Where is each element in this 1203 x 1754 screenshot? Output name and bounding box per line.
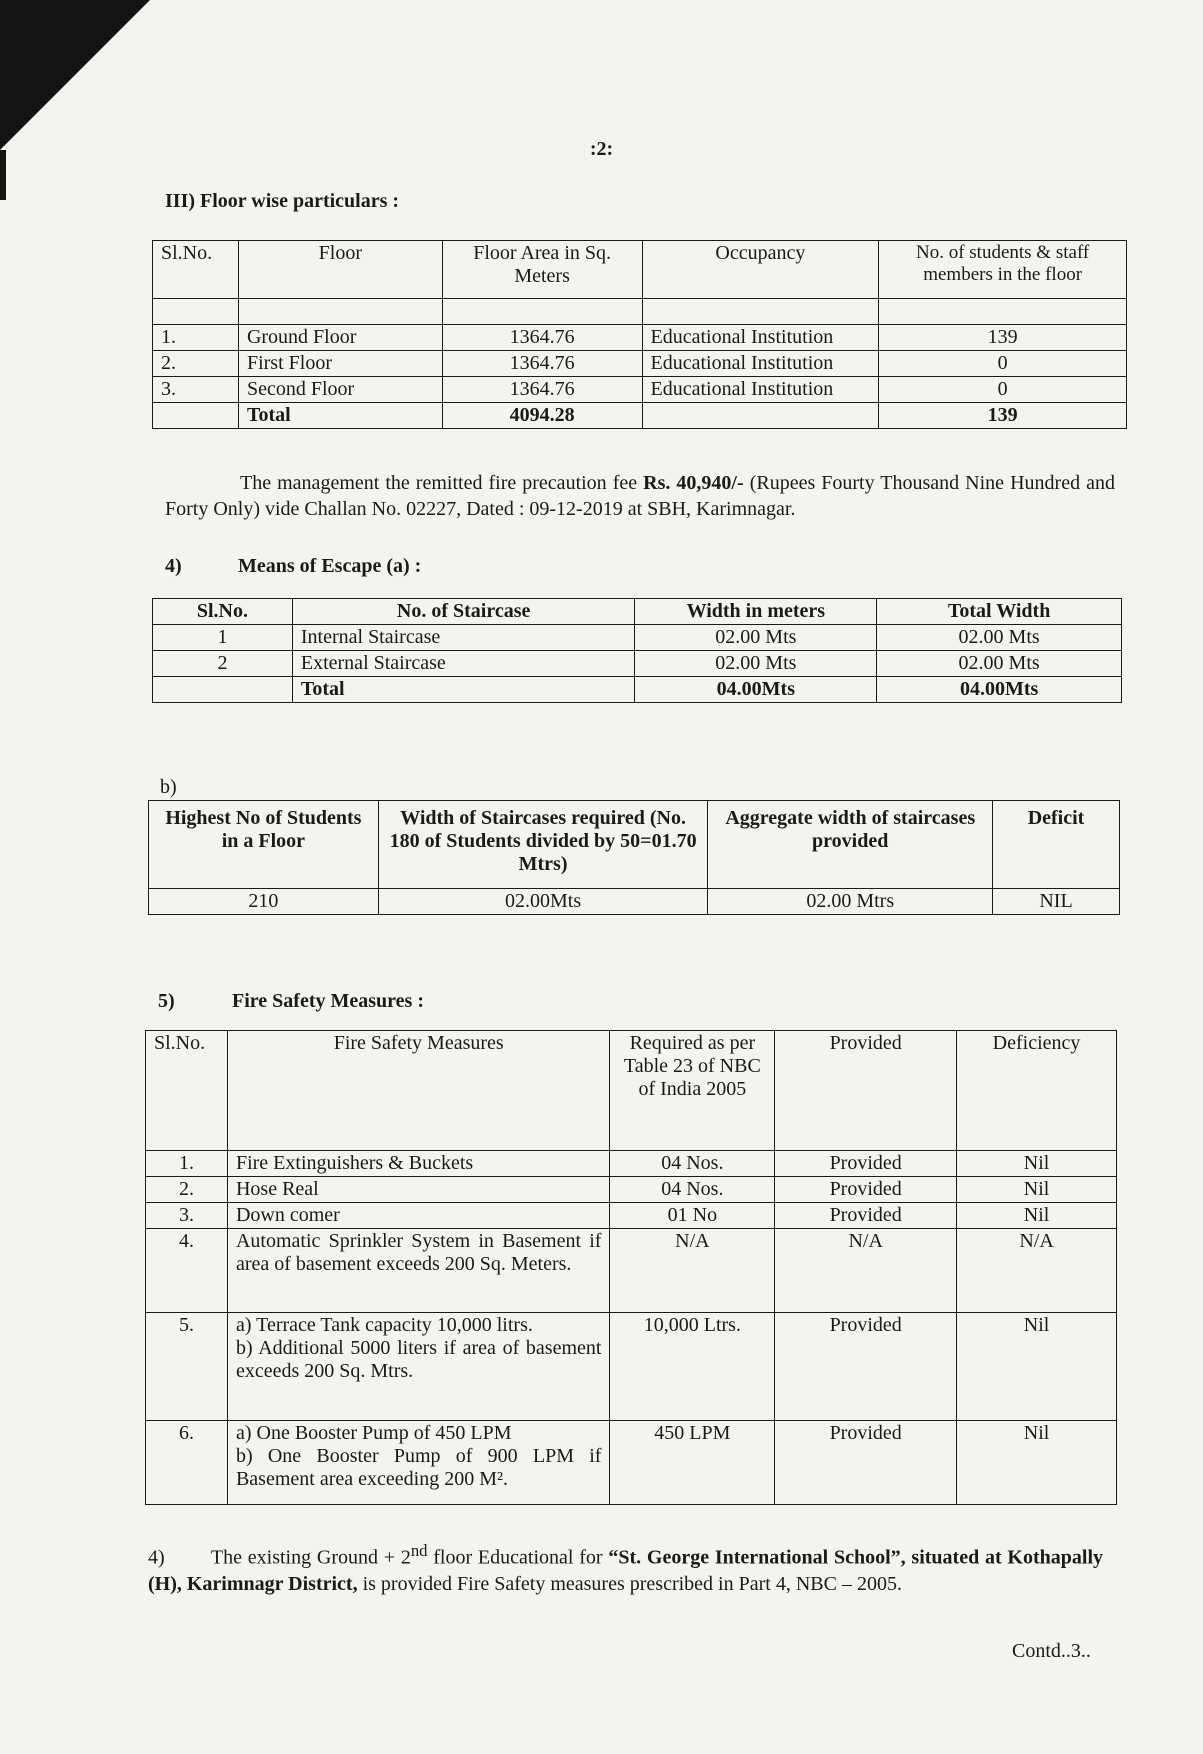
escape-heading: Means of Escape (a) :	[238, 555, 422, 577]
cell-occupancy: Educational Institution	[642, 325, 879, 351]
measure-line-b: b) Additional 5000 liters if area of basement exceeds 200 Sq. Mtrs.	[235, 1337, 602, 1382]
cell-floor: Ground Floor	[238, 325, 442, 351]
cell-deficiency: Nil	[957, 1151, 1117, 1177]
header-required: Required as per Table 23 of NBC of India 2005	[610, 1031, 775, 1151]
header-occupancy: Occupancy	[642, 241, 879, 299]
header-students: No. of students & staff members in the floor	[879, 241, 1127, 299]
cell-sl: 3.	[153, 377, 239, 403]
header-aggregate-width: Aggregate width of staircases provided	[708, 801, 993, 889]
cell-width: 02.00 Mts	[635, 625, 877, 651]
header-slno: Sl.No.	[146, 1031, 228, 1151]
cell-area: 1364.76	[442, 325, 642, 351]
fee-paragraph	[165, 470, 1115, 522]
cell-provided: N/A	[775, 1229, 957, 1313]
table-row	[146, 1203, 1117, 1229]
cell-sl: 4.	[146, 1229, 228, 1313]
cell-sl: 1.	[153, 325, 239, 351]
cell-sl: 2	[153, 651, 293, 677]
fire-table-header	[146, 1031, 1117, 1151]
cell-count: 0	[879, 351, 1127, 377]
total-count: 139	[879, 403, 1127, 429]
floor-heading: III) Floor wise particulars :	[165, 190, 400, 212]
cell-provided: Provided	[775, 1177, 957, 1203]
table-row	[153, 625, 1122, 651]
table-row	[146, 1229, 1117, 1313]
cell-measure: Down comer	[227, 1203, 609, 1229]
cell-total: 02.00 Mts	[877, 625, 1122, 651]
scan-shadow-corner	[0, 0, 150, 150]
cell-aggregate-width: 02.00 Mtrs	[708, 889, 993, 915]
header-provided: Provided	[775, 1031, 957, 1151]
cell-provided: Provided	[775, 1421, 957, 1505]
header-width: Width in meters	[635, 599, 877, 625]
cell-measure: Hose Real	[227, 1177, 609, 1203]
cell-area: 1364.76	[442, 351, 642, 377]
cell-provided: Provided	[775, 1203, 957, 1229]
cell-sl: 1	[153, 625, 293, 651]
header-deficiency: Deficiency	[957, 1031, 1117, 1151]
header-floor: Floor	[238, 241, 442, 299]
table-row	[153, 325, 1127, 351]
cell-area: 1364.76	[442, 377, 642, 403]
total-total: 04.00Mts	[877, 677, 1122, 703]
cell-deficit: NIL	[993, 889, 1120, 915]
table-total-row	[153, 677, 1122, 703]
header-width-required: Width of Staircases required (No. 180 of Students divided by 50=01.70 Mtrs)	[378, 801, 708, 889]
table-row	[146, 1151, 1117, 1177]
cell-measure: Fire Extinguishers & Buckets	[227, 1151, 609, 1177]
cell-required: 04 Nos.	[610, 1177, 775, 1203]
table-row	[146, 1313, 1117, 1421]
fire-number: 5)	[158, 990, 175, 1012]
cell-required: N/A	[610, 1229, 775, 1313]
header-total-width: Total Width	[877, 599, 1122, 625]
escape-table-header	[153, 599, 1122, 625]
cell-sl: 2.	[153, 351, 239, 377]
cell-sl: 1.	[146, 1151, 228, 1177]
header-deficit: Deficit	[993, 801, 1120, 889]
escape-b-label: b)	[160, 776, 177, 798]
cell-required: 450 LPM	[610, 1421, 775, 1505]
conclusion-sup: nd	[410, 1541, 428, 1560]
cell-total: 02.00 Mts	[877, 651, 1122, 677]
cell-deficiency: Nil	[957, 1203, 1117, 1229]
floor-table	[152, 240, 1127, 429]
table-row	[153, 651, 1122, 677]
header-slno: Sl.No.	[153, 241, 239, 299]
cell-floor: First Floor	[238, 351, 442, 377]
cell-deficiency: Nil	[957, 1313, 1117, 1421]
fire-heading: Fire Safety Measures :	[232, 990, 424, 1012]
fire-table	[145, 1030, 1117, 1505]
table-total-row	[153, 403, 1127, 429]
total-label: Total	[238, 403, 442, 429]
total-area: 4094.28	[442, 403, 642, 429]
measure-line-b: b) One Booster Pump of 900 LPM if Basement area exceeding 200 M².	[235, 1445, 602, 1490]
header-area: Floor Area in Sq. Meters	[442, 241, 642, 299]
table-row	[153, 351, 1127, 377]
floor-table-header	[153, 241, 1127, 299]
cell-occupancy: Educational Institution	[642, 351, 879, 377]
total-width: 04.00Mts	[635, 677, 877, 703]
total-label: Total	[292, 677, 635, 703]
header-measures: Fire Safety Measures	[227, 1031, 609, 1151]
table-row	[146, 1177, 1117, 1203]
conclusion-text-3: is provided Fire Safety measures prescribed in Part 4, NBC – 2005.	[357, 1572, 902, 1595]
cell-provided: Provided	[775, 1151, 957, 1177]
cell-floor: Second Floor	[238, 377, 442, 403]
escape-number: 4)	[165, 555, 182, 577]
cell-deficiency: N/A	[957, 1229, 1117, 1313]
cell-staircase: External Staircase	[292, 651, 635, 677]
fee-amount: Rs. 40,940/-	[643, 472, 744, 494]
page-number: :2:	[589, 138, 614, 160]
cell-measure: Automatic Sprinkler System in Basement if area of basement exceeds 200 Sq. Meters.	[227, 1229, 609, 1313]
cell-measure	[227, 1421, 609, 1505]
measure-line-a: a) Terrace Tank capacity 10,000 litrs.	[235, 1314, 533, 1336]
conclusion-school: “St. George International School”, situated at Kothapally (H), Karimnagr District,	[148, 1546, 1104, 1595]
cell-sl: 5.	[146, 1313, 228, 1421]
contd-note: Contd..3..	[1012, 1640, 1091, 1662]
escape-table	[152, 598, 1122, 703]
header-staircase: No. of Staircase	[292, 599, 635, 625]
cell-deficiency: Nil	[957, 1177, 1117, 1203]
cell-width: 02.00 Mts	[635, 651, 877, 677]
fee-text-2: (Rupees Fourty Thousand Nine Hundred and Forty Only) vide Challan No. 02227, Dated : 09-12-2019 at SBH, Karimnagar.	[165, 472, 1115, 520]
cell-measure	[227, 1313, 609, 1421]
cell-width-required: 02.00Mts	[378, 889, 708, 915]
cell-staircase: Internal Staircase	[292, 625, 635, 651]
cell-count: 139	[879, 325, 1127, 351]
cell-deficiency: Nil	[957, 1421, 1117, 1505]
escape-b-table	[148, 800, 1120, 915]
table-row	[149, 889, 1120, 915]
conclusion-paragraph	[148, 1538, 1103, 1597]
cell-sl: 3.	[146, 1203, 228, 1229]
cell-sl: 2.	[146, 1177, 228, 1203]
header-highest-students: Highest No of Students in a Floor	[149, 801, 379, 889]
cell-required: 01 No	[610, 1203, 775, 1229]
cell-provided: Provided	[775, 1313, 957, 1421]
cell-count: 0	[879, 377, 1127, 403]
cell-required: 10,000 Ltrs.	[610, 1313, 775, 1421]
conclusion-text-2: floor Educational for	[427, 1546, 609, 1569]
header-slno: Sl.No.	[153, 599, 293, 625]
cell-occupancy: Educational Institution	[642, 377, 879, 403]
cell-highest-students: 210	[149, 889, 379, 915]
cell-required: 04 Nos.	[610, 1151, 775, 1177]
table-row	[153, 377, 1127, 403]
escape-b-header	[149, 801, 1120, 889]
measure-line-a: a) One Booster Pump of 450 LPM	[235, 1422, 512, 1444]
table-row	[146, 1421, 1117, 1505]
floor-table-spacer	[153, 299, 1127, 325]
cell-sl: 6.	[146, 1421, 228, 1505]
conclusion-text-1: The existing Ground + 2	[210, 1546, 411, 1569]
fee-text-1: The management the remitted fire precaution fee	[240, 472, 644, 494]
conclusion-number: 4)	[148, 1546, 165, 1569]
